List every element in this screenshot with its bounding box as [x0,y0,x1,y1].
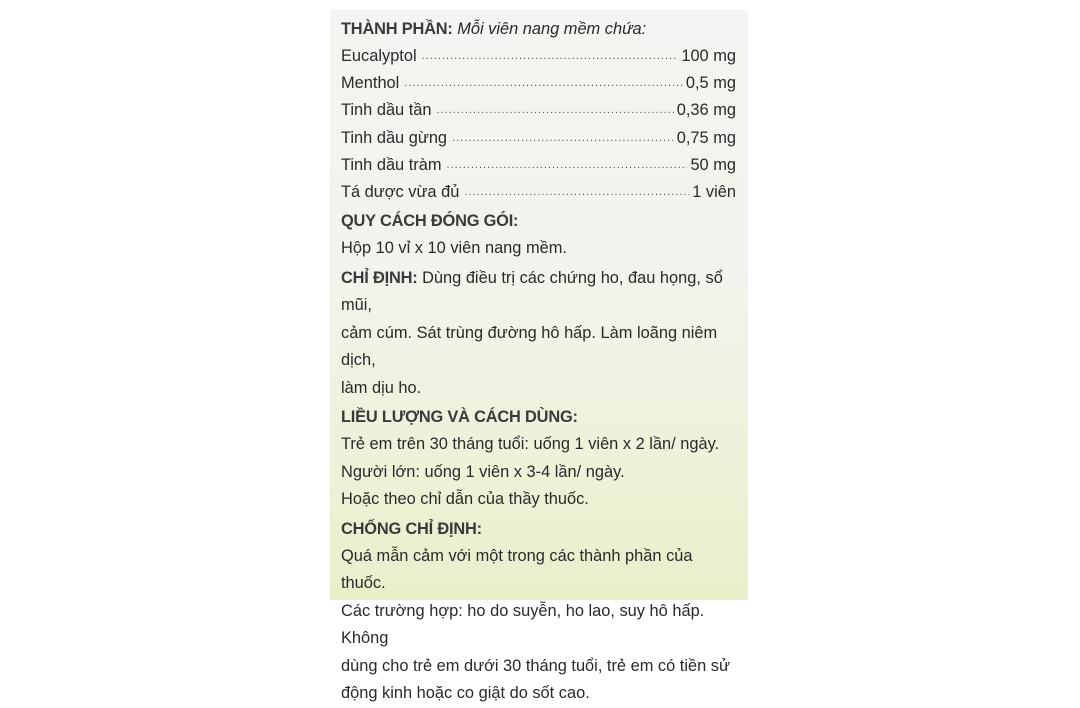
contraindications-line-3: dùng cho trẻ em dưới 30 tháng tuổi, trẻ em có tiền sử [341,656,730,675]
indications-text: Dùng điều trị các chứng ho, đau họng, sổ mũi, [341,268,723,315]
ingredient-name: Menthol [341,74,400,93]
ingredient-row [341,43,736,70]
ingredients-heading: THÀNH PHẦN: [341,20,453,38]
label-content [341,16,736,708]
indications-line-1 [341,265,736,320]
ingredient-row [341,125,736,152]
ingredient-name: Tinh dầu gừng [341,128,448,147]
contraindications-line-1: Quá mẫn cảm với một trong các thành phần của thuốc. [341,546,693,593]
ingredient-amount: 1 viên [692,182,736,201]
dot-leader [404,70,683,97]
indications-line-3: làm dịu ho. [341,378,422,397]
ingredient-row [341,179,736,206]
dosage-line-3: Hoặc theo chỉ dẫn của thầy thuốc. [341,490,589,509]
dot-leader [447,152,688,179]
ingredient-amount: 50 mg [690,155,736,174]
dot-leader [452,125,674,152]
dot-leader [464,179,689,206]
ingredient-amount: 100 mg [681,47,736,65]
packaging-text: Hộp 10 vỉ x 10 viên nang mềm. [341,239,567,258]
ingredients-heading-line [341,16,736,43]
dosage-line-2: Người lớn: uống 1 viên x 3-4 lần/ ngày. [341,462,625,481]
ingredient-name: Tinh dầu tràm [341,155,442,174]
ingredient-row [341,70,736,97]
packaging-heading: QUY CÁCH ĐÓNG GÓI: [341,212,519,231]
ingredient-row [341,97,736,124]
ingredient-name: Tinh dầu tần [341,101,432,120]
dosage-heading: LIỀU LƯỢNG VÀ CÁCH DÙNG: [341,408,578,427]
ingredient-amount: 0,75 mg [676,128,736,147]
ingredient-name: Eucalyptol [341,47,417,65]
dot-leader [437,97,674,124]
ingredients-subheading: Mỗi viên nang mềm chứa: [457,20,647,38]
ingredient-amount: 0,36 mg [676,101,736,120]
contraindications-line-2: Các trường hợp: ho do suyễn, ho lao, suy hô hấp. Không [341,601,705,648]
ingredient-amount: 0,5 mg [685,74,736,93]
indications-line-2: cảm cúm. Sát trùng đường hô hấp. Làm loãng niêm dịch, [341,323,718,370]
contraindications-line-4: động kinh hoặc co giật do sốt cao. [341,684,590,703]
dot-leader [422,43,679,70]
dosage-line-1: Trẻ em trên 30 tháng tuổi: uống 1 viên x 2 lần/ ngày. [341,435,720,454]
ingredient-row [341,152,736,179]
contraindications-heading: CHỐNG CHỈ ĐỊNH: [341,519,482,538]
indications-heading: CHỈ ĐỊNH: [341,268,418,287]
ingredient-name: Tá dược vừa đủ [341,182,460,201]
product-label-panel [330,10,748,703]
